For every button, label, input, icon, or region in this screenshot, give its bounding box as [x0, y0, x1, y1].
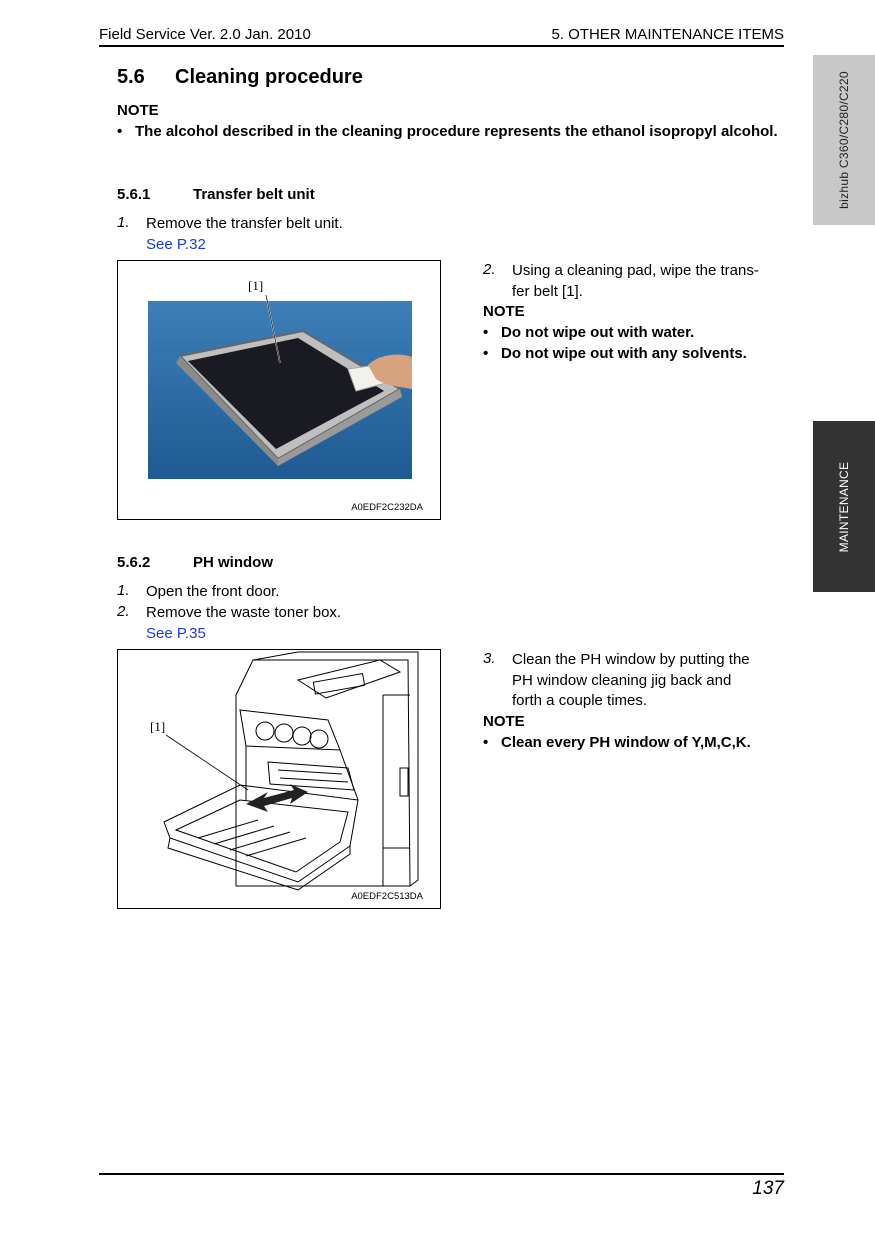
header-section: 5. OTHER MAINTENANCE ITEMS	[551, 26, 784, 43]
step-number: 2.	[483, 261, 496, 278]
step-text-line: fer belt [1].	[512, 283, 583, 300]
step-text-line: Using a cleaning pad, wipe the trans-	[512, 262, 759, 279]
step-text-line: Clean the PH window by putting the	[512, 651, 750, 668]
see-page-link[interactable]: See P.35	[146, 625, 206, 642]
double-arrow-icon	[246, 784, 308, 812]
transfer-belt-illustration	[118, 261, 440, 519]
bullet-icon: •	[483, 734, 489, 751]
note-text: Clean every PH window of Y,M,C,K.	[501, 734, 751, 751]
note-text: Do not wipe out with water.	[501, 324, 695, 341]
note-item	[483, 322, 783, 343]
bullet-icon: •	[483, 324, 489, 341]
see-page-link[interactable]: See P.32	[146, 236, 206, 253]
step-text: Open the front door.	[146, 583, 280, 600]
footer-rule	[99, 1173, 784, 1175]
subsection-heading-transfer-belt	[117, 186, 315, 203]
section-note-item	[117, 121, 787, 142]
page-number: 137	[752, 1178, 784, 1199]
section-number: 5.6	[117, 66, 145, 88]
section-heading	[117, 66, 363, 89]
step-number: 3.	[483, 650, 496, 667]
model-side-tab-label: bizhub C360/C280/C220	[837, 71, 851, 209]
model-side-tab	[813, 55, 875, 225]
subsection-number: 5.6.2	[117, 554, 151, 571]
section-side-tab-label: MAINTENANCE	[837, 461, 851, 552]
section-note-text: The alcohol described in the cleaning procedure represents the ethanol isopropyl alcohol.	[135, 123, 778, 140]
figure-callout: [1]	[248, 278, 264, 293]
step-number: 2.	[117, 603, 130, 620]
figure-code: A0EDF2C232DA	[351, 502, 423, 513]
step-number: 1.	[117, 214, 130, 231]
step-text: Remove the waste toner box.	[146, 604, 342, 621]
figure-code: A0EDF2C513DA	[351, 891, 423, 902]
subsection-number: 5.6.1	[117, 186, 151, 203]
header-title: Field Service Ver. 2.0 Jan. 2010	[99, 26, 311, 43]
step-number: 1.	[117, 582, 130, 599]
note-label: NOTE	[483, 303, 525, 320]
note-label: NOTE	[483, 713, 525, 730]
note-item	[483, 732, 783, 753]
figure-callout: [1]	[150, 719, 166, 734]
transfer-belt-figure	[117, 260, 441, 520]
section-title: Cleaning procedure	[175, 66, 363, 88]
copier-front-illustration	[118, 650, 440, 908]
subsection-heading-ph-window	[117, 554, 273, 571]
subsection-title: Transfer belt unit	[193, 186, 315, 203]
section-note-label: NOTE	[117, 102, 159, 119]
ph-window-figure	[117, 649, 441, 909]
bullet-icon: •	[483, 345, 489, 362]
note-item	[483, 343, 783, 364]
step-text-line: PH window cleaning jig back and	[512, 672, 732, 689]
header-rule	[99, 45, 784, 47]
step-text: Remove the transfer belt unit.	[146, 215, 343, 232]
section-side-tab	[813, 421, 875, 592]
subsection-title: PH window	[193, 554, 273, 571]
step-text-line: forth a couple times.	[512, 692, 648, 709]
bullet-icon: •	[117, 123, 123, 140]
note-text: Do not wipe out with any solvents.	[501, 345, 747, 362]
